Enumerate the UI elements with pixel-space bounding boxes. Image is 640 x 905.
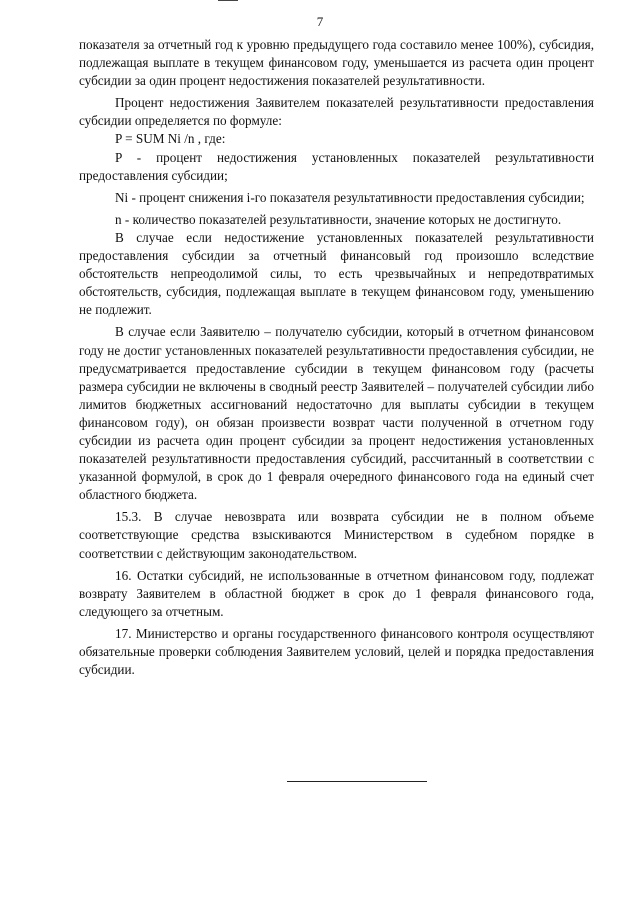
paragraph-refund-obligation: В случае если Заявителю – получателю субсидии, который в отчетном финансовом году не достиг установленных показателей результативности предоставления субсидии, не предусматривается предоставление субсидии в текущем финансовом году (расчеты размера субсидии не включены в сводный реестр Заявителей – получателей субсидии либо лимитов бюджетных ассигнований недостаточно для выплаты субсидии в текущем финансовом году), он обязан произвести возврат части полученной в отчетном году субсидии из расчета один процент субсидии за процент недостижения установленных показателей результативности предоставления субсидий, рассчитанный в соответствии с указанной формулой, в срок до 1 февраля очередного финансового года на единый счет областного бюджета. (79, 324, 594, 503)
paragraph-continuation: показателя за отчетный год к уровню предыдущего года составило менее 100%), субсидия, подлежащая выплате в текущем финансовом году, уменьшается из расчета один процент субсидии за один процент недостижения показателей результативности. (79, 37, 594, 89)
definition-ni: Ni - процент снижения i-го показателя результативности предоставления субсидии; (115, 189, 585, 205)
end-of-text-rule (287, 781, 427, 782)
paragraph-16: 16. Остатки субсидий, не использованные в отчетном финансовом году, подлежат возврату Заявителем в областной бюджет в срок до 1 февраля финансового года, следующего за отчетным. (79, 567, 594, 619)
top-scan-mark (218, 0, 238, 1)
document-body (79, 36, 594, 679)
page-number: 7 (316, 14, 324, 29)
paragraph-15-3: 15.3. В случае невозврата или возврата субсидии не в полном объеме соответствующие средства взыскиваются Министерством в судебном порядке в соответствии с действующим законодательством. (79, 509, 594, 561)
paragraph-17: 17. Министерство и органы государственного финансового контроля осуществляют обязательные проверки соблюдения Заявителем условий, целей и порядка предоставления субсидии. (79, 625, 594, 678)
formula: P = SUM Ni /n , где: (115, 131, 226, 147)
definition-p: P - процент недостижения установленных показателей результативности предоставления субсидии; (79, 149, 594, 183)
paragraph-force-majeure: В случае если недостижение установленных показателей результативности предоставления субсидии за отчетный финансовый год произошло вследствие обстоятельств непреодолимой силы, то есть чрезвычайных и непредотвратимых обстоятельств, субсидия, подлежащая выплате в текущем финансовом году, уменьшению не подлежит. (79, 229, 594, 318)
definition-n: n - количество показателей результативности, значение которых не достигнуто. (115, 211, 562, 227)
paragraph-formula-intro: Процент недостижения Заявителем показателей результативности предоставления субсидии определяется по формуле: (79, 95, 594, 129)
